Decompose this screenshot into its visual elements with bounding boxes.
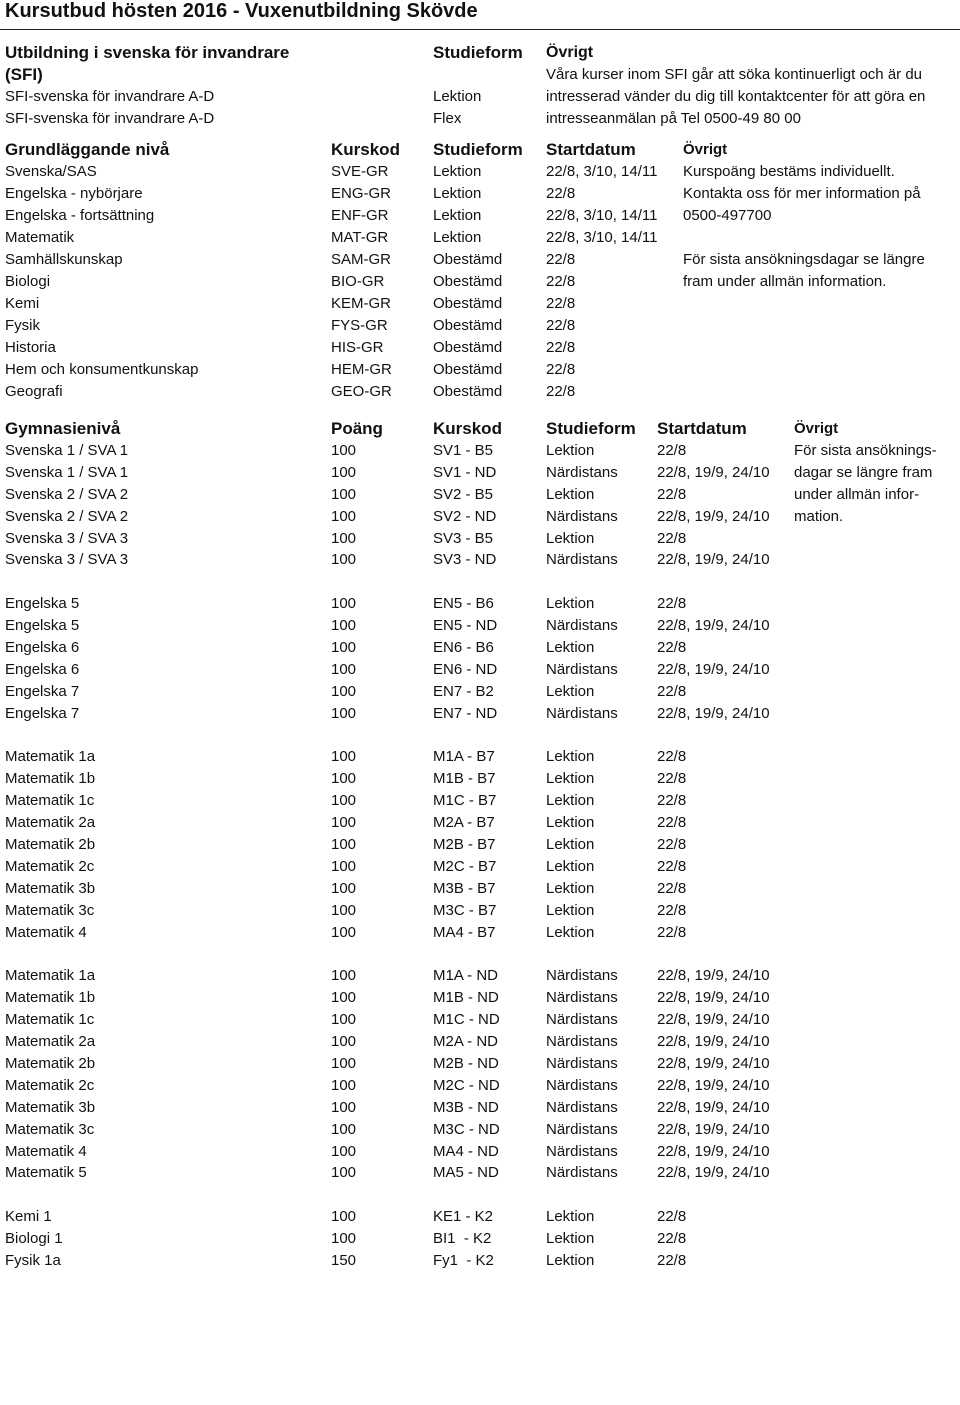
course-row [0,637,960,659]
start-date: 22/8, 19/9, 24/10 [657,551,770,569]
course-name: SFI-svenska för invandrare A-D [5,110,215,127]
start-date: 22/8, 19/9, 24/10 [657,507,770,525]
study-form: Lektion [546,836,595,854]
start-date: 22/8 [657,1251,687,1269]
course-code: SV1 - ND [433,463,497,481]
ovrigt-notes [794,440,937,528]
study-form: Närdistans [546,507,618,525]
start-date: 22/8, 19/9, 24/10 [657,1120,770,1138]
course-code: M2C - B7 [433,857,497,875]
start-date: 22/8 [546,273,576,290]
course-row [0,528,960,550]
start-date: 22/8, 3/10, 14/11 [546,229,658,246]
column-header-kurskod: Kurskod [433,419,502,438]
study-form: Obestämd [433,295,503,312]
course-row [0,900,960,922]
start-date: 22/8, 19/9, 24/10 [657,1164,770,1182]
course-code: M2A - B7 [433,814,495,832]
section-heading: Gymnasienivå [5,419,121,438]
start-date: 22/8 [657,879,687,897]
course-name: Biologi [5,273,51,290]
course-name: Svenska 2 / SVA 2 [5,485,129,503]
course-name: Matematik 1c [5,792,95,810]
start-date: 22/8 [657,529,687,547]
course-name: Biologi 1 [5,1230,63,1248]
start-date: 22/8, 19/9, 24/10 [657,967,770,985]
course-row [0,1009,960,1031]
course-name: Matematik 5 [5,1164,87,1182]
course-name: Matematik 4 [5,1142,87,1160]
course-name: Geografi [5,383,63,400]
start-date: 22/8, 19/9, 24/10 [657,1054,770,1072]
course-points: 100 [331,901,357,919]
course-row [0,1031,960,1053]
section-heading: Grundläggande nivå [5,140,170,159]
course-group [0,746,960,943]
study-form: Närdistans [546,660,618,678]
course-points: 100 [331,1120,357,1138]
column-header-ovrigt: Övrigt [794,420,839,437]
course-code: M2B - B7 [433,836,496,854]
start-date: 22/8, 19/9, 24/10 [657,1011,770,1029]
study-form: Lektion [546,748,595,766]
study-form: Lektion [546,770,595,788]
course-row [0,703,960,725]
course-row [0,1162,960,1184]
study-form: Obestämd [433,317,503,334]
course-row [0,659,960,681]
course-code: M1C - ND [433,1011,500,1029]
course-code: HIS-GR [331,339,384,356]
course-code: MAT-GR [331,229,389,246]
course-name: Engelska 5 [5,617,80,635]
course-row [0,790,960,812]
course-row [0,681,960,703]
course-points: 100 [331,595,357,613]
course-row [0,615,960,637]
study-form: Närdistans [546,1033,618,1051]
course-row [0,768,960,790]
course-name: Svenska/SAS [5,163,97,180]
ovrigt-note-line: 0500-497700 [683,207,772,224]
course-name: Matematik [5,229,75,246]
course-code: EN5 - ND [433,617,498,635]
course-name: Svenska 3 / SVA 3 [5,551,129,569]
course-row [0,293,960,315]
course-table [0,440,960,1272]
course-row [0,593,960,615]
course-points: 100 [331,660,357,678]
course-points: 100 [331,1208,357,1226]
ovrigt-notes [683,161,925,293]
course-name: Matematik 4 [5,923,87,941]
course-code: EN6 - ND [433,660,498,678]
gymnasieniva-section [0,418,960,1294]
course-name: Matematik 2c [5,1076,95,1094]
start-date: 22/8, 3/10, 14/11 [546,207,658,224]
study-form: Flex [433,110,462,127]
course-row [0,987,960,1009]
study-form: Närdistans [546,967,618,985]
column-header-kurskod: Kurskod [331,140,400,159]
course-points: 100 [331,1033,357,1051]
course-group [0,965,960,1184]
course-name: Engelska 6 [5,639,80,657]
course-code: SV2 - B5 [433,485,494,503]
page-title: Kursutbud hösten 2016 - Vuxenutbildning Skövde [0,0,960,30]
study-form: Obestämd [433,339,503,356]
study-form: Lektion [433,207,482,224]
study-form: Lektion [433,88,482,105]
start-date: 22/8, 19/9, 24/10 [657,1033,770,1051]
course-points: 100 [331,1054,357,1072]
ovrigt-paragraph [683,161,925,227]
start-date: 22/8 [546,339,576,356]
course-name: Matematik 3b [5,1098,96,1116]
course-row [0,1119,960,1141]
study-form: Lektion [546,814,595,832]
start-date: 22/8 [657,770,687,788]
course-name: Matematik 3b [5,879,96,897]
start-date: 22/8 [657,792,687,810]
course-row [0,337,960,359]
course-name: Matematik 2c [5,857,95,875]
course-code: MA4 - B7 [433,923,496,941]
study-form: Lektion [433,163,482,180]
course-row [0,965,960,987]
study-form: Lektion [546,857,595,875]
study-form: Lektion [433,229,482,246]
course-name: Engelska 7 [5,682,80,700]
course-name: Historia [5,339,56,356]
study-form: Lektion [546,485,595,503]
study-form: Lektion [546,1251,595,1269]
course-row [0,1228,960,1250]
table-header-row [0,418,960,440]
course-points: 100 [331,967,357,985]
course-row [0,834,960,856]
start-date: 22/8 [657,485,687,503]
course-code: SAM-GR [331,251,391,268]
column-header-poang: Poäng [331,419,383,438]
course-code: M1B - ND [433,989,499,1007]
course-code: SV3 - ND [433,551,497,569]
start-date: 22/8 [657,857,687,875]
start-date: 22/8 [657,1208,687,1226]
course-name: Svenska 2 / SVA 2 [5,507,129,525]
course-name: Matematik 1b [5,770,96,788]
course-points: 100 [331,617,357,635]
course-code: M2A - ND [433,1033,499,1051]
course-name: SFI-svenska för invandrare A-D [5,88,215,105]
study-form: Lektion [546,1230,595,1248]
start-date: 22/8 [546,317,576,334]
course-points: 100 [331,923,357,941]
course-name: Matematik 3c [5,1120,95,1138]
study-form: Obestämd [433,361,503,378]
course-row [0,1206,960,1228]
start-date: 22/8 [657,923,687,941]
column-header-studieform: Studieform [433,43,523,62]
start-date: 22/8 [657,1230,687,1248]
course-code: M3B - ND [433,1098,499,1116]
course-code: SVE-GR [331,163,389,180]
start-date: 22/8 [546,383,576,400]
ovrigt-note-line: under allmän infor- [794,486,920,503]
course-code: MA5 - ND [433,1164,499,1182]
study-form: Närdistans [546,704,618,722]
course-points: 100 [331,1011,357,1029]
course-code: MA4 - ND [433,1142,499,1160]
study-form: Närdistans [546,1098,618,1116]
ovrigt-note-line: Våra kurser inom SFI går att söka kontinuerligt och är du [546,66,923,83]
start-date: 22/8, 3/10, 14/11 [546,163,658,180]
course-name: Matematik 3c [5,901,95,919]
course-points: 100 [331,792,357,810]
sfi-section [0,42,960,130]
start-date: 22/8, 19/9, 24/10 [657,1098,770,1116]
course-row [0,381,960,403]
study-form: Lektion [546,1208,595,1226]
start-date: 22/8, 19/9, 24/10 [657,1076,770,1094]
course-row [0,1250,960,1272]
course-points: 100 [331,442,357,459]
course-code: ENG-GR [331,185,391,202]
course-points: 100 [331,989,357,1007]
course-row [0,878,960,900]
course-points: 100 [331,857,357,875]
study-form: Lektion [546,923,595,941]
course-code: EN6 - B6 [433,639,494,657]
grundlaggande-section [0,139,960,403]
start-date: 22/8 [657,442,687,459]
start-date: 22/8, 19/9, 24/10 [657,660,770,678]
study-form: Lektion [546,529,595,547]
course-code: M3B - B7 [433,879,496,897]
course-code: M3C - ND [433,1120,500,1138]
course-code: EN7 - ND [433,704,498,722]
course-code: M1A - B7 [433,748,495,766]
start-date: 22/8 [546,251,576,268]
start-date: 22/8 [657,748,687,766]
course-code: FYS-GR [331,317,388,334]
course-code: EN7 - B2 [433,682,494,700]
study-form: Lektion [546,901,595,919]
course-points: 100 [331,507,357,525]
course-code: M2B - ND [433,1054,499,1072]
course-code: ENF-GR [331,207,389,224]
course-code: SV2 - ND [433,507,497,525]
course-code: M1B - B7 [433,770,496,788]
table-header-row [0,139,960,161]
course-row [0,922,960,944]
course-row [0,1097,960,1119]
start-date: 22/8, 19/9, 24/10 [657,989,770,1007]
study-form: Närdistans [546,1120,618,1138]
course-name: Engelska - nybörjare [5,185,143,202]
course-code: Fy1 - K2 [433,1251,494,1269]
course-row [0,1053,960,1075]
course-points: 100 [331,748,357,766]
column-header-startdatum: Startdatum [546,140,636,159]
ovrigt-note-line: Kontakta oss för mer information på [683,185,921,202]
course-code: KEM-GR [331,295,391,312]
start-date: 22/8 [657,639,687,657]
course-name: Kemi 1 [5,1208,52,1226]
course-name: Svenska 1 / SVA 1 [5,442,129,459]
start-date: 22/8 [657,682,687,700]
study-form: Lektion [546,442,595,459]
column-header-ovrigt: Övrigt [546,44,594,61]
course-points: 100 [331,704,357,722]
course-name: Engelska 7 [5,704,80,722]
study-form: Närdistans [546,1164,618,1182]
course-name: Matematik 1b [5,989,96,1007]
start-date: 22/8 [657,814,687,832]
ovrigt-note-line: För sista ansökningsdagar se längre [683,251,925,268]
start-date: 22/8, 19/9, 24/10 [657,617,770,635]
course-name: Engelska - fortsättning [5,207,155,224]
start-date: 22/8 [546,361,576,378]
study-form: Lektion [546,595,595,613]
start-date: 22/8 [657,595,687,613]
course-name: Matematik 1a [5,748,96,766]
course-points: 100 [331,639,357,657]
ovrigt-note-line: intresserad vänder du dig till kontaktcenter för att göra en [546,88,926,105]
course-name: Hem och konsumentkunskap [5,361,199,378]
study-form: Närdistans [546,1076,618,1094]
course-name: Fysik [5,317,40,334]
study-form: Närdistans [546,551,618,569]
course-points: 100 [331,485,357,503]
course-code: M1C - B7 [433,792,497,810]
course-name: Matematik 1a [5,967,96,985]
study-form: Närdistans [546,989,618,1007]
ovrigt-note-line: För sista ansöknings- [794,442,937,459]
study-form: Obestämd [433,383,503,400]
course-name: Matematik 2b [5,836,96,854]
course-code: HEM-GR [331,361,392,378]
course-name: Matematik 2b [5,1054,96,1072]
start-date: 22/8, 19/9, 24/10 [657,463,770,481]
column-header-startdatum: Startdatum [657,419,747,438]
study-form: Närdistans [546,463,618,481]
start-date: 22/8 [657,901,687,919]
course-points: 100 [331,463,357,481]
study-form: Närdistans [546,1142,618,1160]
course-name: Matematik 2a [5,1033,96,1051]
course-name: Svenska 3 / SVA 3 [5,529,129,547]
course-name: Svenska 1 / SVA 1 [5,463,129,481]
course-code: EN5 - B6 [433,595,494,613]
course-row [0,1075,960,1097]
course-code: BI1 - K2 [433,1230,492,1248]
course-group [0,1206,960,1272]
study-form: Närdistans [546,1054,618,1072]
study-form: Lektion [546,879,595,897]
course-row [0,549,960,571]
start-date: 22/8 [657,836,687,854]
course-points: 100 [331,1098,357,1116]
ovrigt-note-line: Kurspoäng bestäms individuellt. [683,163,895,180]
study-form: Obestämd [433,251,503,268]
course-code: M1A - ND [433,967,499,985]
course-code: SV1 - B5 [433,442,494,459]
course-code: M3C - B7 [433,901,497,919]
course-points: 100 [331,1230,357,1248]
start-date: 22/8, 19/9, 24/10 [657,1142,770,1160]
study-form: Lektion [546,682,595,700]
course-row [0,315,960,337]
course-row [0,1141,960,1163]
course-points: 100 [331,814,357,832]
course-row [0,359,960,381]
course-points: 100 [331,1076,357,1094]
course-name: Engelska 5 [5,595,80,613]
start-date: 22/8, 19/9, 24/10 [657,704,770,722]
sfi-heading-abbreviation: (SFI) [5,65,43,84]
course-row [0,856,960,878]
study-form: Närdistans [546,1011,618,1029]
course-code: BIO-GR [331,273,385,290]
column-header-studieform: Studieform [546,419,636,438]
course-name: Matematik 1c [5,1011,95,1029]
course-points: 100 [331,836,357,854]
study-form: Närdistans [546,617,618,635]
start-date: 22/8 [546,185,576,202]
course-points: 100 [331,1164,357,1182]
course-code: SV3 - B5 [433,529,494,547]
course-points: 100 [331,682,357,700]
course-points: 100 [331,1142,357,1160]
course-code: KE1 - K2 [433,1208,494,1226]
study-form: Lektion [433,185,482,202]
course-name: Matematik 2a [5,814,96,832]
ovrigt-note-line: fram under allmän information. [683,273,887,290]
course-points: 150 [331,1251,357,1269]
sfi-header-row [0,42,960,64]
course-name: Samhällskunskap [5,251,123,268]
course-row [0,812,960,834]
course-points: 100 [331,770,357,788]
ovrigt-note-line: dagar se längre fram [794,464,933,481]
course-points: 100 [331,879,357,897]
start-date: 22/8 [546,295,576,312]
ovrigt-note-line: mation. [794,508,844,525]
ovrigt-paragraph [683,249,925,293]
study-form: Obestämd [433,273,503,290]
column-header-ovrigt: Övrigt [683,141,728,158]
course-row [0,746,960,768]
course-name: Engelska 6 [5,660,80,678]
sfi-heading: Utbildning i svenska för invandrare [5,43,290,62]
column-header-studieform: Studieform [433,140,523,159]
study-form: Lektion [546,792,595,810]
ovrigt-note-line: intresseanmälan på Tel 0500-49 80 00 [546,110,801,127]
course-points: 100 [331,551,357,569]
course-code: M2C - ND [433,1076,500,1094]
course-group [0,593,960,724]
course-points: 100 [331,529,357,547]
ovrigt-notes [546,64,925,130]
study-form: Lektion [546,639,595,657]
course-name: Kemi [5,295,40,312]
course-code: GEO-GR [331,383,392,400]
course-name: Fysik 1a [5,1251,61,1269]
